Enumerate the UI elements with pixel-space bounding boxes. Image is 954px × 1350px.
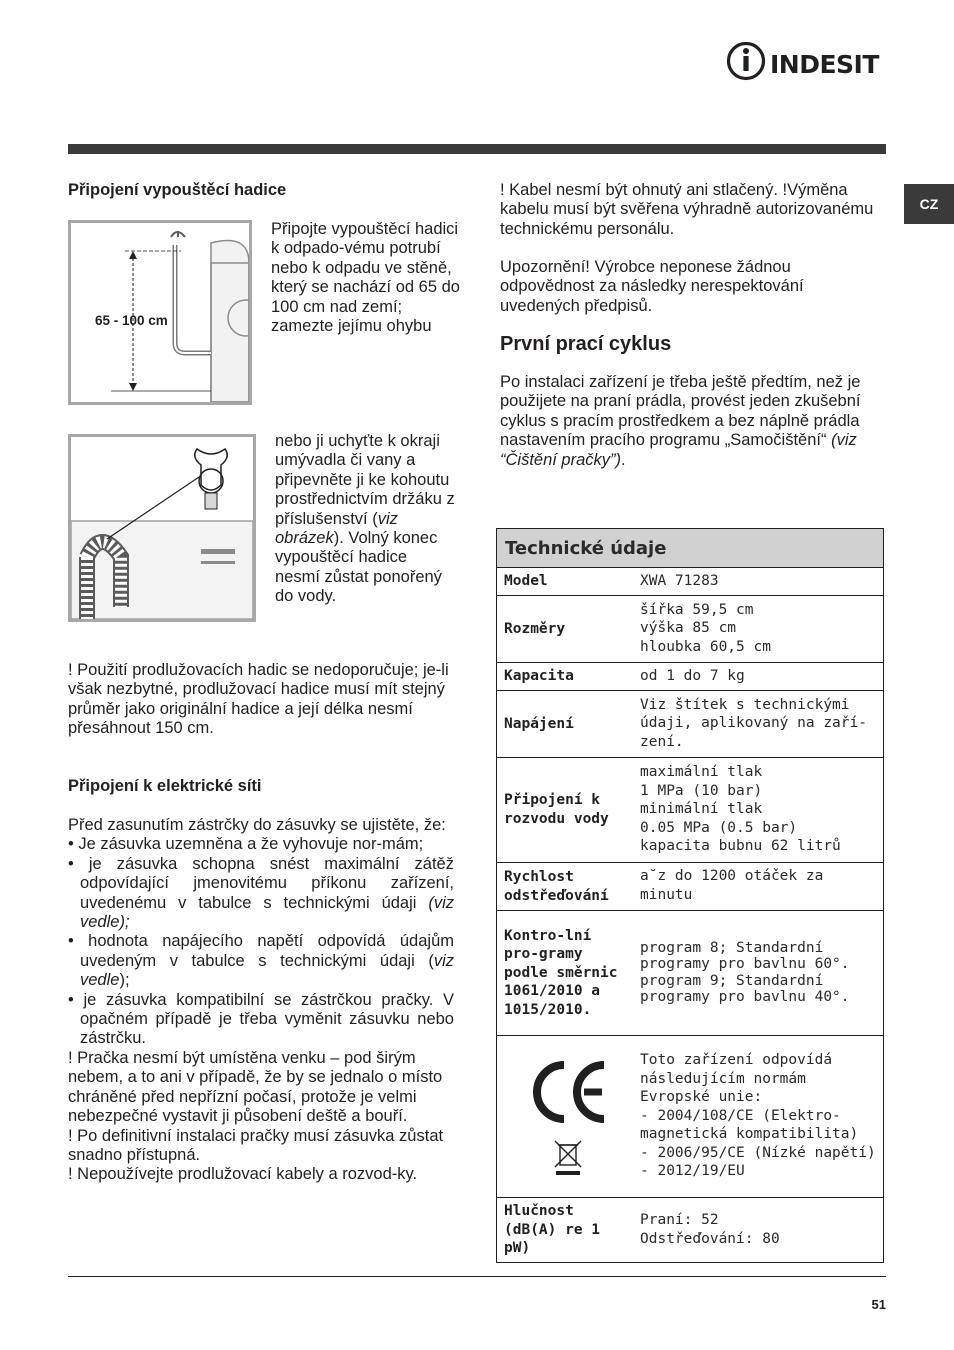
drain-heading: Připojení vypouštěcí hadice (68, 181, 287, 199)
extension-note: ! Použití prodlužovacích hadic se nedoporučuje; je-li však nezbytné, prodlužovací hadice musí mít stejný průměr jako originální hadice a její délka nesmí přesáhnout 150 cm. (68, 661, 449, 738)
electric-intro: Před zasunutím zástrčky do zásuvky se ujistěte, že: (68, 816, 446, 834)
spec-table (496, 528, 884, 1263)
spec-table-title: Technické údaje (497, 529, 883, 568)
bullet-compatible: • je zásuvka kompatibilní se zástrčkou pračky. V opačném případě je třeba vyměnit zásuvku nebo zástrčku. (68, 990, 454, 1048)
spec-value: šířka 59,5 cm výška 85 cm hloubka 60,5 cm (640, 601, 771, 655)
spec-value: a˘z do 1200 otáček za minutu (640, 868, 824, 903)
spec-value: Praní: 52 Odstřeďování: 80 (640, 1211, 780, 1247)
page-number: 51 (871, 1297, 886, 1312)
spec-row-test-programs (497, 911, 883, 1036)
spec-label: Model (504, 573, 548, 590)
spec-value: XWA 71283 (640, 572, 719, 589)
ce-marks (497, 1036, 631, 1197)
spec-value: program 8; Standardní programy pro bavlnu 60°. program 9; Standardní programy pro bavlnu 40°. (640, 939, 850, 1005)
warning-extension: ! Nepoužívejte prodlužovací kabely a rozvod-ky. (68, 1165, 418, 1184)
spec-label: Hlučnost (dB(A) re 1 pW) (504, 1203, 601, 1257)
footer-rule (68, 1276, 886, 1277)
language-tab: CZ (904, 184, 954, 224)
sink-illustration (68, 434, 256, 622)
electric-heading: Připojení k elektrické síti (68, 777, 262, 795)
warning-outdoor: ! Pračka nesmí být umístěna venku – pod širým nebem, a to ani v případě, že by se jednalo o místo chráněné před nepřízní počasí, protože je velmi nebezpečné vystavit ji působení deště a bouří. (68, 1048, 443, 1126)
first-cycle-text: Po instalaci zařízení je třeba ještě předtím, než je použijete na praní prádla, provést jeden zkušební cyklus s pracím prostředkem a bez náplně prádla nastavením pracího programu „Samočištění“ (viz “Čištění pračky”). (500, 373, 861, 469)
spec-label: Připojení k rozvodu vody (504, 792, 609, 827)
drain-illustration (68, 220, 252, 405)
indesit-logo (726, 40, 886, 82)
spec-row-spin (497, 863, 883, 911)
electric-section (68, 816, 454, 1185)
ce-mark-icon (526, 1057, 610, 1127)
spec-row-power (497, 691, 883, 758)
spec-row-capacity (497, 663, 883, 691)
spec-label: Kapacita (504, 668, 574, 685)
spec-value: Toto zařízení odpovídá následujícím normám Evropské unie: - 2004/108/CE (Elektro-magnetická kompatibilita) - 2006/95/CE (Nízké napětí) - 2012/19/EU (640, 1051, 876, 1180)
spec-value: Viz štítek s technickými údaji, aplikovaný na zaří-zení. (640, 696, 867, 750)
bullet-max-load: • je zásuvka schopna snést maximální zátěž odpovídající jmenovitému příkonu zařízení, uvedenému v tabulce s technickými údaji (viz vedle); (68, 854, 454, 932)
header-rule (68, 144, 886, 154)
spec-label: Kontro-lní pro-gramy podle směrnic 1061/2010 a 1015/2010. (504, 927, 618, 1018)
spec-row-dimensions (497, 596, 883, 663)
warning-accessible: ! Po definitivní instalaci pračky musí zásuvka zůstat snadno přístupná. (68, 1126, 444, 1164)
drain-text: Připojte vypouštěcí hadici k odpado-vému potrubí nebo k odpadu ve stěně, který se nachází od 65 do 100 cm nad zemí; zamezte jejímu ohybu (271, 220, 460, 336)
liability-note: Upozornění! Výrobce neponese žádnou odpovědnost za následky nerespektování uvedených předpisů. (500, 258, 804, 315)
spec-label: Rozměry (504, 620, 566, 637)
indesit-logo-mark (726, 40, 886, 82)
bullet-voltage: • hodnota napájecího napětí odpovídá údajům uvedeným v tabulce s technickými údaji (viz vedle); (68, 932, 454, 990)
brand-name: INDESIT (770, 50, 879, 79)
sink-text: nebo ji uchyťte k okraji umývadla či vany a připevněte ji ke kohoutu prostřednictvím držáku z příslušenství (viz obrázek). Volný konec vypouštěcí hadice nesmí zůstat ponořený do vody. (275, 432, 455, 606)
spec-value: od 1 do 7 kg (640, 667, 745, 684)
cable-note: ! Kabel nesmí být ohnutý ani stlačený. !Výměna kabelu musí být svěřena výhradně autorizovanému technickému personálu. (500, 181, 874, 238)
bullet-grounded: • Je zásuvka uzemněna a že vyhovuje nor-mám; (68, 835, 424, 854)
spec-row-ce (497, 1036, 883, 1198)
height-label: 65 - 100 cm (95, 313, 168, 328)
spec-label: Napájení (504, 715, 574, 732)
spec-row-water (497, 758, 883, 863)
spec-row-model (497, 568, 883, 596)
sink-hose-icon (71, 437, 253, 619)
spec-label: Rychlost odstřeďování (504, 868, 609, 904)
first-cycle-heading: První prací cyklus (500, 333, 672, 355)
spec-value: maximální tlak 1 MPa (10 bar) minimální tlak 0.05 MPa (0.5 bar) kapacita bubnu 62 litrů (640, 764, 841, 855)
spec-row-noise (497, 1198, 883, 1262)
weee-bin-icon (553, 1139, 583, 1177)
